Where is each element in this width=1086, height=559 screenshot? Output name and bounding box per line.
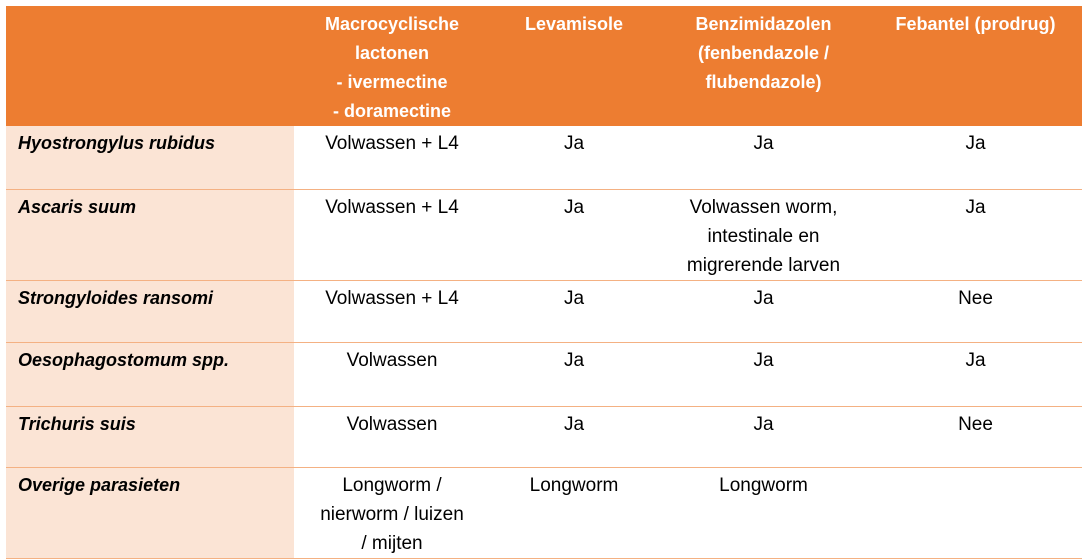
row-parasite-name: Strongyloides ransomi: [6, 280, 294, 342]
table-row: [6, 189, 1082, 280]
header-line: lactonen: [354, 43, 429, 63]
cell-line: Volwassen + L4: [325, 287, 459, 309]
cell-line: Volwassen: [346, 349, 438, 371]
row-parasite-name: Trichuris suis: [6, 406, 294, 467]
header-macrocyclic-lactones: [294, 6, 490, 126]
cell-levamisole: [490, 126, 658, 189]
cell-line: Volwassen + L4: [325, 133, 459, 154]
cell-benzimidazoles: [658, 280, 869, 342]
cell-line: / mijten: [361, 532, 423, 554]
cell-line: Ja: [753, 413, 774, 435]
table-header: [6, 6, 1082, 126]
anthelmintic-efficacy-table: [6, 6, 1082, 559]
cell-line: Nee: [958, 413, 993, 435]
row-parasite-name: Ascaris suum: [6, 189, 294, 280]
table-row: [6, 467, 1082, 558]
cell-line: Volwassen worm,: [689, 196, 838, 218]
cell-line: Volwassen + L4: [325, 196, 459, 218]
header-line: Macrocyclische: [324, 14, 460, 34]
cell-macrocyclic: [294, 126, 490, 189]
cell-line: Ja: [563, 413, 585, 435]
cell-febantel: [869, 406, 1082, 467]
header-benzimidazoles: [658, 6, 869, 126]
cell-line: Ja: [753, 287, 774, 309]
cell-febantel: [869, 126, 1082, 189]
cell-line: Longworm /: [342, 474, 442, 496]
cell-line: Ja: [753, 133, 774, 154]
cell-line: Ja: [753, 349, 774, 371]
header-row: [6, 6, 1082, 126]
cell-benzimidazoles: [658, 189, 869, 280]
row-parasite-name: Hyostrongylus rubidus: [6, 126, 294, 189]
header-line: - doramectine: [332, 101, 452, 121]
header-line: Levamisole: [524, 14, 624, 34]
cell-macrocyclic: [294, 406, 490, 467]
header-line: Benzimidazolen: [695, 14, 832, 34]
header-line: Febantel (prodrug): [895, 14, 1056, 34]
row-parasite-name: Overige parasieten: [6, 467, 294, 558]
cell-line: Longworm: [719, 474, 808, 496]
table-row: [6, 342, 1082, 406]
header-line: (fenbendazole /: [697, 43, 829, 63]
cell-macrocyclic: [294, 467, 490, 558]
cell-levamisole: [490, 342, 658, 406]
row-parasite-name: Oesophagostomum spp.: [6, 342, 294, 406]
cell-line: nierworm / luizen: [320, 503, 464, 525]
cell-line: Ja: [563, 196, 585, 218]
cell-levamisole: [490, 467, 658, 558]
cell-febantel: [869, 280, 1082, 342]
cell-febantel: [869, 342, 1082, 406]
cell-line: Ja: [563, 349, 585, 371]
cell-line: Ja: [965, 349, 986, 371]
table-body: [6, 126, 1082, 558]
cell-levamisole: [490, 406, 658, 467]
header-corner-cell: [6, 6, 294, 126]
cell-line: Longworm: [529, 474, 619, 496]
cell-levamisole: [490, 280, 658, 342]
header-line: - ivermectine: [336, 72, 448, 92]
cell-benzimidazoles: [658, 342, 869, 406]
cell-levamisole: [490, 189, 658, 280]
header-febantel: [869, 6, 1082, 126]
cell-febantel: [869, 189, 1082, 280]
cell-line: Nee: [958, 287, 993, 309]
table-row: [6, 126, 1082, 189]
cell-line: intestinale en: [707, 225, 820, 247]
cell-macrocyclic: [294, 189, 490, 280]
cell-benzimidazoles: [658, 126, 869, 189]
cell-benzimidazoles: [658, 406, 869, 467]
table-row: [6, 280, 1082, 342]
table-row: [6, 406, 1082, 467]
cell-macrocyclic: [294, 280, 490, 342]
cell-line: Ja: [563, 133, 585, 154]
cell-benzimidazoles: [658, 467, 869, 558]
cell-line: Ja: [563, 287, 585, 309]
cell-line: Ja: [965, 133, 986, 154]
cell-line: migrerende larven: [686, 254, 841, 276]
cell-febantel: [869, 467, 1082, 558]
header-levamisole: [490, 6, 658, 126]
cell-macrocyclic: [294, 342, 490, 406]
header-line: flubendazole): [705, 72, 822, 92]
cell-line: Volwassen: [346, 413, 438, 435]
cell-line: Ja: [965, 196, 986, 218]
anthelmintic-table-container: [6, 6, 1082, 559]
